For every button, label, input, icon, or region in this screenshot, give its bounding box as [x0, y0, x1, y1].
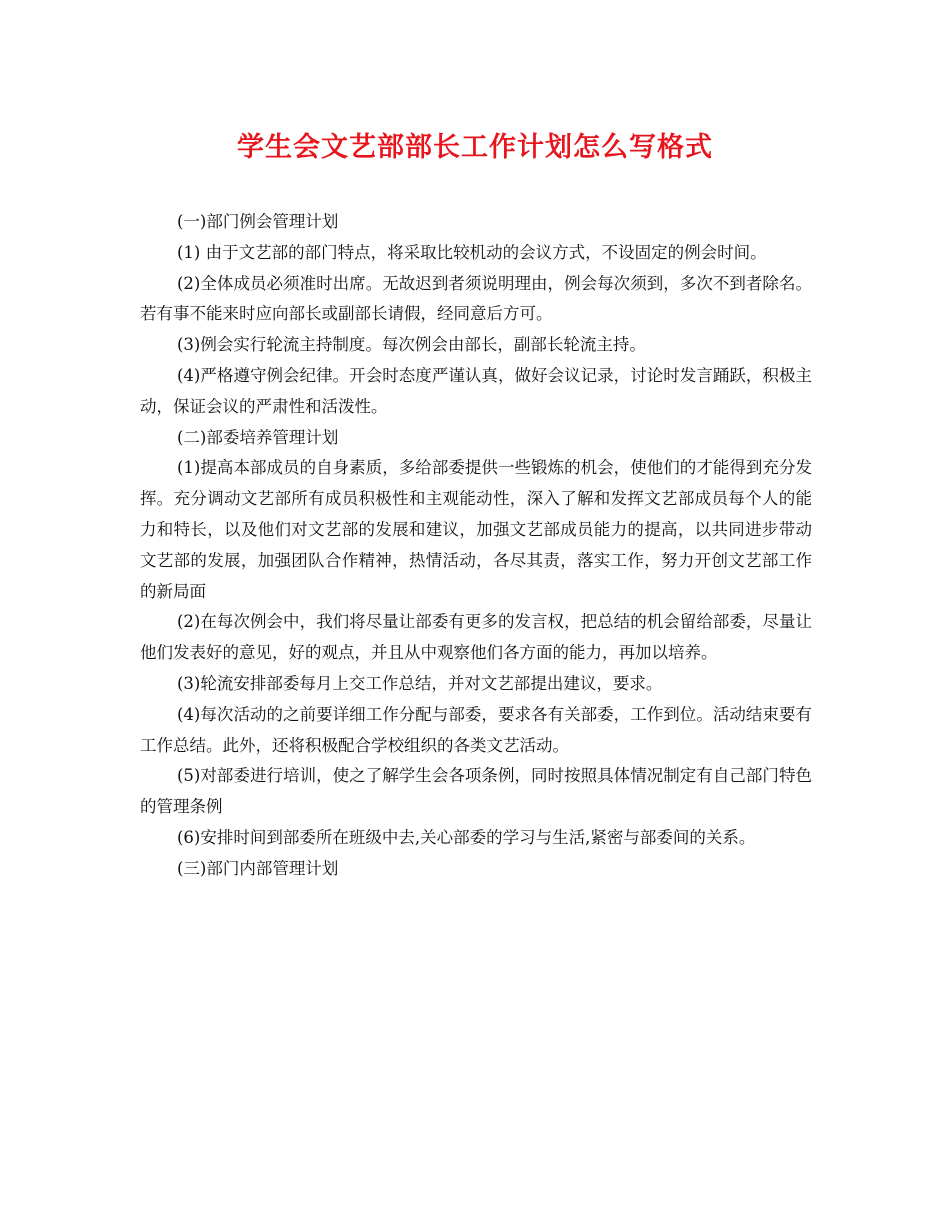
section-heading: (二)部委培养管理计划: [177, 427, 339, 447]
paragraph: (1) 由于文艺部的部门特点，将采取比较机动的会议方式，不设固定的例会时间。: [177, 242, 767, 262]
paragraph: (3)轮流安排部委每月上交工作总结，并对文艺部提出建议，要求。: [177, 673, 663, 693]
section-heading: (一)部门例会管理计划: [177, 212, 339, 231]
section-heading: (三)部门内部管理计划: [177, 858, 339, 878]
document-body: [140, 207, 812, 885]
paragraph: (1)提高本部成员的自身素质，多给部委提供一些锻炼的机会，使他们的才能得到充分发挥。充分调动文艺部所有成员积极性和主观能动性，深入了解和发挥文艺部成员每个人的能力和特长，以及他们对文艺部的发展和建议，加强文艺部成员能力的提高，以共同进步带动文艺部的发展，加强团队合作精神，热情活动，各尽其责，落实工作，努力开创文艺部工作的新局面: [140, 458, 812, 601]
paragraph: (4)严格遵守例会纪律。开会时态度严谨认真，做好会议记录，讨论时发言踊跃，积极主动，保证会议的严肃性和活泼性。: [140, 365, 812, 416]
document-title: 学生会文艺部部长工作计划怎么写格式: [237, 132, 713, 163]
paragraph: (2)全体成员必须准时出席。无故迟到者须说明理由，例会每次须到，多次不到者除名。若有事不能来时应向部长或副部长请假，经同意后方可。: [140, 273, 812, 324]
paragraph: (2)在每次例会中，我们将尽量让部委有更多的发言权，把总结的机会留给部委，尽量让他们发表好的意见，好的观点，并且从中观察他们各方面的能力，再加以培养。: [140, 612, 812, 663]
paragraph: (5)对部委进行培训，使之了解学生会各项条例，同时按照具体情况制定有自己部门特色的管理条例: [140, 766, 812, 817]
paragraph: (4)每次活动的之前要详细工作分配与部委，要求各有关部委，工作到位。活动结束要有工作总结。此外，还将积极配合学校组织的各类文艺活动。: [140, 704, 812, 755]
paragraph: (6)安排时间到部委所在班级中去,关心部委的学习与生活,紧密与部委间的关系。: [177, 827, 756, 847]
paragraph: (3)例会实行轮流主持制度。每次例会由部长，副部长轮流主持。: [177, 335, 646, 355]
